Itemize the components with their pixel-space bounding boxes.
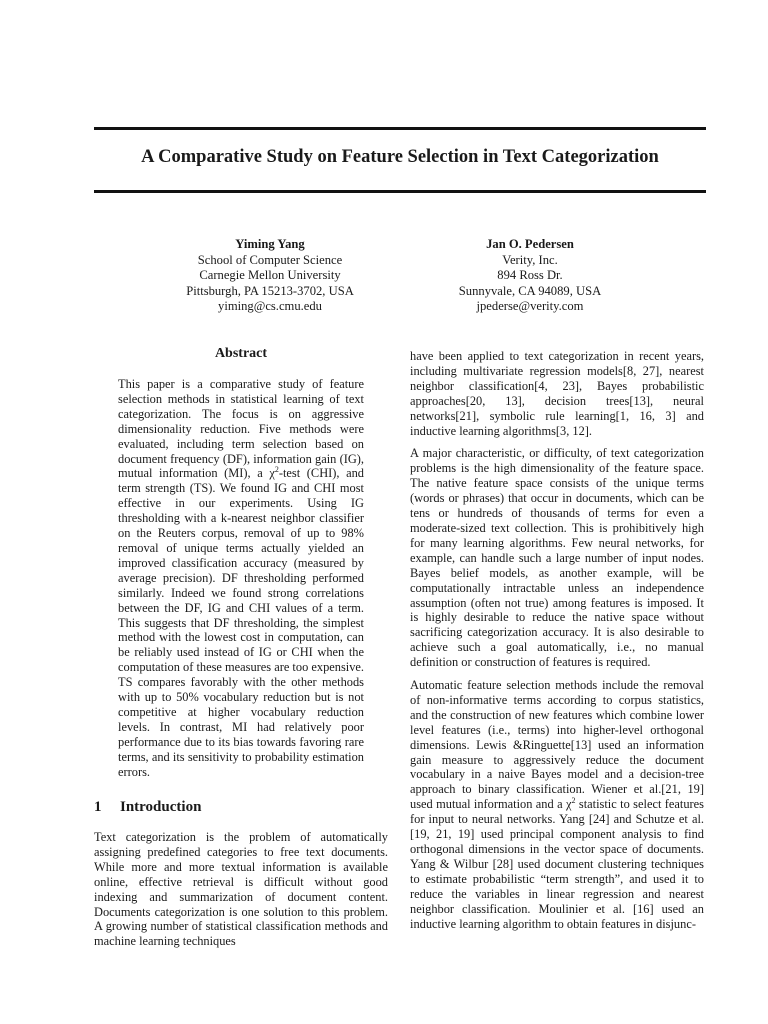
author-block-1 <box>140 237 400 315</box>
author-email: jpederse@verity.com <box>476 299 584 314</box>
abstract-text-part-2: -test (CHI), and term strength (TS). We found IG and CHI most effective in our experiments. Using IG thresholding with a k-nearest neighbor classifier on the Reuters corpus, removal of up to 98% removal of unique terms actually yielded an improved classification accuracy (measured by average precision). DF thresholding performed similarly. Indeed we found strong correlations between the DF, IG and CHI values of a term. This suggests that DF thresholding, the simplest method with the lowest cost in computation, can be reliably used instead of IG or CHI when the computation of these measures are too expensive. TS compares favorably with the other methods with up to 50% vocabulary reduction but is not competitive at higher vocabulary reduction levels. In contrast, MI had relatively poor performance due to its bias towards favoring rare terms, and its sensitivity to probability estimation errors. <box>118 466 365 779</box>
title-rule-bottom <box>94 190 706 193</box>
author-address: Pittsburgh, PA 15213-3702, USA <box>186 283 354 298</box>
author-institution: 894 Ross Dr. <box>497 268 563 283</box>
intro-paragraph-1-continued: have been applied to text categorization in recent years, including multivariate regression models[8, 27], nearest neighbor classification[4, 23], Bayes probabilistic approaches[20, 13], decision trees[13], neural networks[21], symbolic rule learning[1, 16, 3] and inductive learning algorithms[3, 12]. <box>410 349 704 438</box>
abstract-text <box>118 377 364 779</box>
author-block-2 <box>400 237 660 315</box>
author-name: Yiming Yang <box>235 237 305 251</box>
section-number: 1 <box>94 799 102 815</box>
author-email: yiming@cs.cmu.edu <box>218 299 322 314</box>
section-title: Introduction <box>120 799 202 815</box>
section-heading-introduction <box>94 799 201 816</box>
chi-square-exponent: 2 <box>274 465 279 475</box>
intro-paragraph-1: Text categorization is the problem of automatically assigning predefined categories to free text documents. While more and more textual information is available online, effective retrieval is difficult without good indexing and summarization of document content. Documents categorization is one solution to this problem. A growing number of statistical classification methods and machine learning techniques <box>94 830 388 949</box>
chi-square-exponent: 2 <box>571 796 576 806</box>
author-institution: Carnegie Mellon University <box>199 268 341 283</box>
author-name: Jan O. Pedersen <box>486 237 574 251</box>
paper-title: A Comparative Study on Feature Selection in Text Categorization <box>141 147 659 167</box>
abstract-heading: Abstract <box>214 346 268 361</box>
left-column-body <box>94 830 388 949</box>
author-affiliation: Verity, Inc. <box>502 252 558 267</box>
abstract-text-part-1: This paper is a comparative study of feature selection methods in statistical learning of text categorization. The focus is on aggressive dimensionality reduction. Five methods were evaluated, including term selection based on document frequency (DF), information gain (IG), mutual information (MI), a χ <box>118 377 364 481</box>
right-column-body <box>410 349 704 931</box>
intro-paragraph-3-part-1: Automatic feature selection methods include the removal of non-informative terms according to corpus statistics, and the construction of new features which combine lower level features (i.e., terms) into higher-level orthogonal dimensions. Lewis &Ringuette[13] used an information gain measure to aggressively reduce the document vocabulary in a naive Bayes model and a decision-tree approach to binary classification. Wiener et al.[21, 19] used mutual information and a χ <box>410 678 704 812</box>
title-rule-top <box>94 127 706 130</box>
intro-paragraph-3 <box>410 678 704 931</box>
intro-paragraph-2: A major characteristic, or difficulty, of text categorization problems is the high dimensionality of the feature space. The native feature space consists of the unique terms (words or phrases) that occur in documents, which can be tens or hundreds of thousands of terms for even a moderate-sized text collection. This is prohibitively high for many learning algorithms. Few neural networks, for example, can handle such a large number of input nodes. Bayes belief models, as another example, will be computationally intractable unless an independence assumption (often not true) among features is imposed. It is highly desirable to reduce the native space without sacrificing categorization accuracy. It is also desirable to achieve such a goal automatically, i.e., no manual definition or construction of features is required. <box>410 446 704 670</box>
author-address: Sunnyvale, CA 94089, USA <box>458 283 602 298</box>
intro-paragraph-3-part-2: statistic to select features for input to neural networks. Yang [24] and Schutze et al. [19, 21, 19] used principal component analysis to find orthogonal dimensions in the vector space of documents. Yang & Wilbur [28] used document clustering techniques to estimate probabilistic “term strength”, and used it to reduce the variables in linear regression and nearest neighbor classification. Moulinier et al. [16] used an inductive learning algorithm to obtain features in disjunc- <box>410 797 704 931</box>
author-affiliation: School of Computer Science <box>197 252 343 267</box>
